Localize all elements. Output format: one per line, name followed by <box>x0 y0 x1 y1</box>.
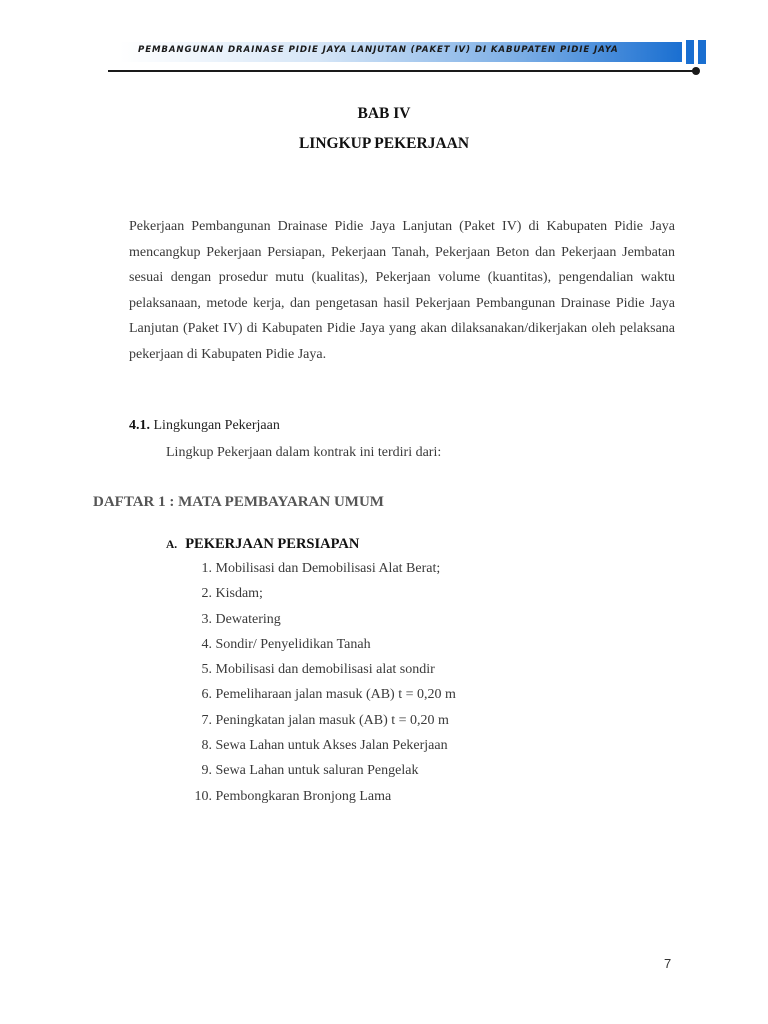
list-item-text: Pemeliharaan jalan masuk (AB) t = 0,20 m <box>215 687 456 703</box>
intro-paragraph: Pekerjaan Pembangunan Drainase Pidie Jaya Lanjutan (Paket IV) di Kabupaten Pidie Jaya mencangkup Pekerjaan Persiapan, Pekerjaan Tanah, Pekerjaan Beton dan Pekerjaan Jembatan sesuai dengan prosedur mutu (kualitas), Pekerjaan volume (kuantitas), pengendalian waktu pelaksanaan, metode kerja, dan pengetasan hasil Pekerjaan Pembangunan Drainase Pidie Jaya Lanjutan (Paket IV) di Kabupaten Pidie Jaya yang akan dilaksanakan/dikerjakan oleh pelaksana pekerjaan di Kabupaten Pidie Jaya. <box>129 219 675 362</box>
list-item-number: 8. <box>201 738 212 754</box>
group-heading <box>166 536 359 553</box>
header-rule <box>108 70 696 72</box>
list-item-number: 7. <box>201 712 212 728</box>
work-item-list <box>186 561 456 814</box>
list-item-number: 3. <box>201 611 212 627</box>
list-item-number: 9. <box>201 763 212 779</box>
list-item-number: 4. <box>201 636 212 652</box>
list-item <box>186 713 456 738</box>
list-item-text: Peningkatan jalan masuk (AB) t = 0,20 m <box>215 712 449 728</box>
list-item <box>186 612 456 637</box>
list-title: DAFTAR 1 : MATA PEMBAYARAN UMUM <box>93 494 384 510</box>
list-item-text: Dewatering <box>215 611 281 627</box>
list-item <box>186 738 456 763</box>
list-item-number: 10. <box>194 788 212 804</box>
list-item <box>186 687 456 712</box>
group-label: PEKERJAAN PERSIAPAN <box>185 536 360 552</box>
header-rule-dot <box>692 67 700 75</box>
group-letter: A. <box>166 539 178 551</box>
list-item-text: Mobilisasi dan demobilisasi alat sondir <box>215 662 435 678</box>
list-item-text: Sewa Lahan untuk Akses Jalan Pekerjaan <box>215 738 448 754</box>
list-item-number: 6. <box>201 687 212 703</box>
section-heading <box>129 418 280 434</box>
list-item <box>186 662 456 687</box>
list-item-text: Sondir/ Penyelidikan Tanah <box>215 636 371 652</box>
header-accent-bar <box>698 40 706 64</box>
list-item-number: 1. <box>201 561 212 576</box>
list-item-text: Mobilisasi dan Demobilisasi Alat Berat; <box>215 561 441 576</box>
running-header-title: PEMBANGUNAN DRAINASE PIDIE JAYA LANJUTAN (PAKET IV) DI KABUPATEN PIDIE JAYA <box>138 45 619 55</box>
list-item <box>186 763 456 788</box>
list-item <box>186 637 456 662</box>
section-title: Lingkungan Pekerjaan <box>153 418 280 433</box>
section-number: 4.1. <box>129 418 150 433</box>
list-item-text: Sewa Lahan untuk saluran Pengelak <box>215 763 419 779</box>
page-number: 7 <box>664 956 672 971</box>
chapter-title: LINGKUP PEKERJAAN <box>298 135 470 152</box>
list-item-number: 2. <box>201 586 212 602</box>
section-intro: Lingkup Pekerjaan dalam kontrak ini terdiri dari: <box>166 445 442 460</box>
header-accent-bar <box>686 40 694 64</box>
list-item <box>186 586 456 611</box>
list-item-text: Kisdam; <box>215 586 263 602</box>
list-item <box>186 789 456 814</box>
chapter-number: BAB IV <box>357 105 411 122</box>
list-item <box>186 561 456 586</box>
list-item-number: 5. <box>201 662 212 678</box>
list-item-text: Pembongkaran Bronjong Lama <box>215 788 392 804</box>
